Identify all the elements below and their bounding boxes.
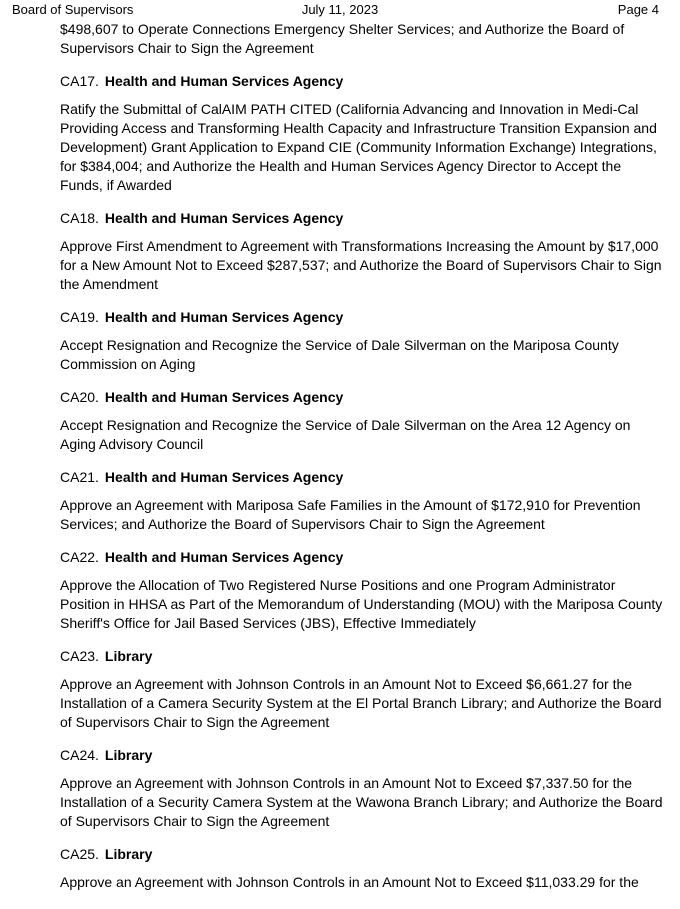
agenda-item-department: Library: [104, 747, 153, 763]
page-header: [0, 0, 680, 20]
agenda-item: [60, 746, 664, 831]
agenda-item-code: CA19.: [60, 309, 99, 325]
agenda-item-code: CA18.: [60, 210, 99, 226]
agenda-item-department: Health and Human Services Agency: [104, 73, 344, 89]
agenda-item-code: CA23.: [60, 648, 99, 664]
agenda-item-department: Library: [104, 846, 153, 862]
header-board-name: Board of Supervisors: [12, 2, 134, 17]
agenda-item-description: Approve First Amendment to Agreement with Transformations Increasing the Amount by $17,000 for a New Amount Not to Exceed $287,537; and Authorize the Board of Supervisors Chair to Sign the Amendment: [60, 238, 662, 292]
agenda-item-department: Health and Human Services Agency: [104, 549, 344, 565]
agenda-item-code: CA24.: [60, 747, 99, 763]
agenda-item: [60, 308, 664, 374]
agenda-item-heading: [60, 746, 664, 765]
agenda-item: [60, 209, 664, 294]
agenda-item-description: Approve the Allocation of Two Registered Nurse Positions and one Program Administrator Position in HHSA as Part of the Memorandum of Understanding (MOU) with the Mariposa County Sheriff's Office for Jail Based Services (JBS), Effective Immediately: [60, 577, 663, 631]
agenda-item-department: Health and Human Services Agency: [104, 469, 344, 485]
agenda-item-description: Approve an Agreement with Johnson Controls in an Amount Not to Exceed $11,033.29 for the: [60, 874, 639, 890]
agenda-item-heading: [60, 209, 664, 228]
agenda-item-description: Approve an Agreement with Mariposa Safe Families in the Amount of $172,910 for Prevention Services; and Authorize the Board of Supervisors Chair to Sign the Agreement: [60, 497, 641, 532]
agenda-item: [60, 72, 664, 195]
agenda-item-department: Health and Human Services Agency: [104, 309, 344, 325]
agenda-item-code: CA17.: [60, 73, 99, 89]
agenda-items-list: [60, 72, 664, 892]
continued-paragraph: $498,607 to Operate Connections Emergency Shelter Services; and Authorize the Board of Supervisors Chair to Sign the Agreement: [60, 21, 625, 56]
agenda-item-department: Health and Human Services Agency: [104, 210, 344, 226]
agenda-item-heading: [60, 845, 664, 864]
agenda-item-description: Accept Resignation and Recognize the Service of Dale Silverman on the Area 12 Agency on Aging Advisory Council: [60, 417, 631, 452]
agenda-item-department: Library: [104, 648, 153, 664]
agenda-item: [60, 468, 664, 534]
agenda-item-heading: [60, 72, 664, 91]
header-page-number: Page 4: [617, 2, 659, 17]
agenda-item: [60, 647, 664, 732]
agenda-item: [60, 388, 664, 454]
agenda-item-description: Accept Resignation and Recognize the Service of Dale Silverman on the Mariposa County Commission on Aging: [60, 337, 619, 372]
agenda-item-code: CA25.: [60, 846, 99, 862]
agenda-item-description: Approve an Agreement with Johnson Controls in an Amount Not to Exceed $6,661.27 for the Installation of a Camera Security System at the El Portal Branch Library; and Authorize the Board of Supervisors Chair to Sign the Agreement: [60, 676, 662, 730]
agenda-item-code: CA21.: [60, 469, 99, 485]
agenda-item-description: Ratify the Submittal of CalAIM PATH CITED (California Advancing and Innovation in Medi-Cal Providing Access and Transforming Health Capacity and Infrastructure Transition Expansion and Development) Grant Application to Expand CIE (Community Information Exchange) Integrations, for $384,004; and Authorize the Health and Human Services Agency Director to Accept the Funds, if Awarded: [60, 101, 657, 193]
agenda-item-department: Health and Human Services Agency: [104, 389, 344, 405]
header-date: July 11, 2023: [301, 2, 379, 17]
agenda-item-description: Approve an Agreement with Johnson Controls in an Amount Not to Exceed $7,337.50 for the Installation of a Security Camera System at the Wawona Branch Library; and Authorize the Board of Supervisors Chair to Sign the Agreement: [60, 775, 663, 829]
agenda-item-heading: [60, 647, 664, 666]
agenda-item-heading: [60, 468, 664, 487]
agenda-item-heading: [60, 388, 664, 407]
agenda-item-code: CA22.: [60, 549, 99, 565]
agenda-item: [60, 845, 664, 892]
agenda-content: [60, 20, 664, 906]
agenda-item-heading: [60, 548, 664, 567]
agenda-item-code: CA20.: [60, 389, 99, 405]
agenda-item-heading: [60, 308, 664, 327]
agenda-item: [60, 548, 664, 633]
